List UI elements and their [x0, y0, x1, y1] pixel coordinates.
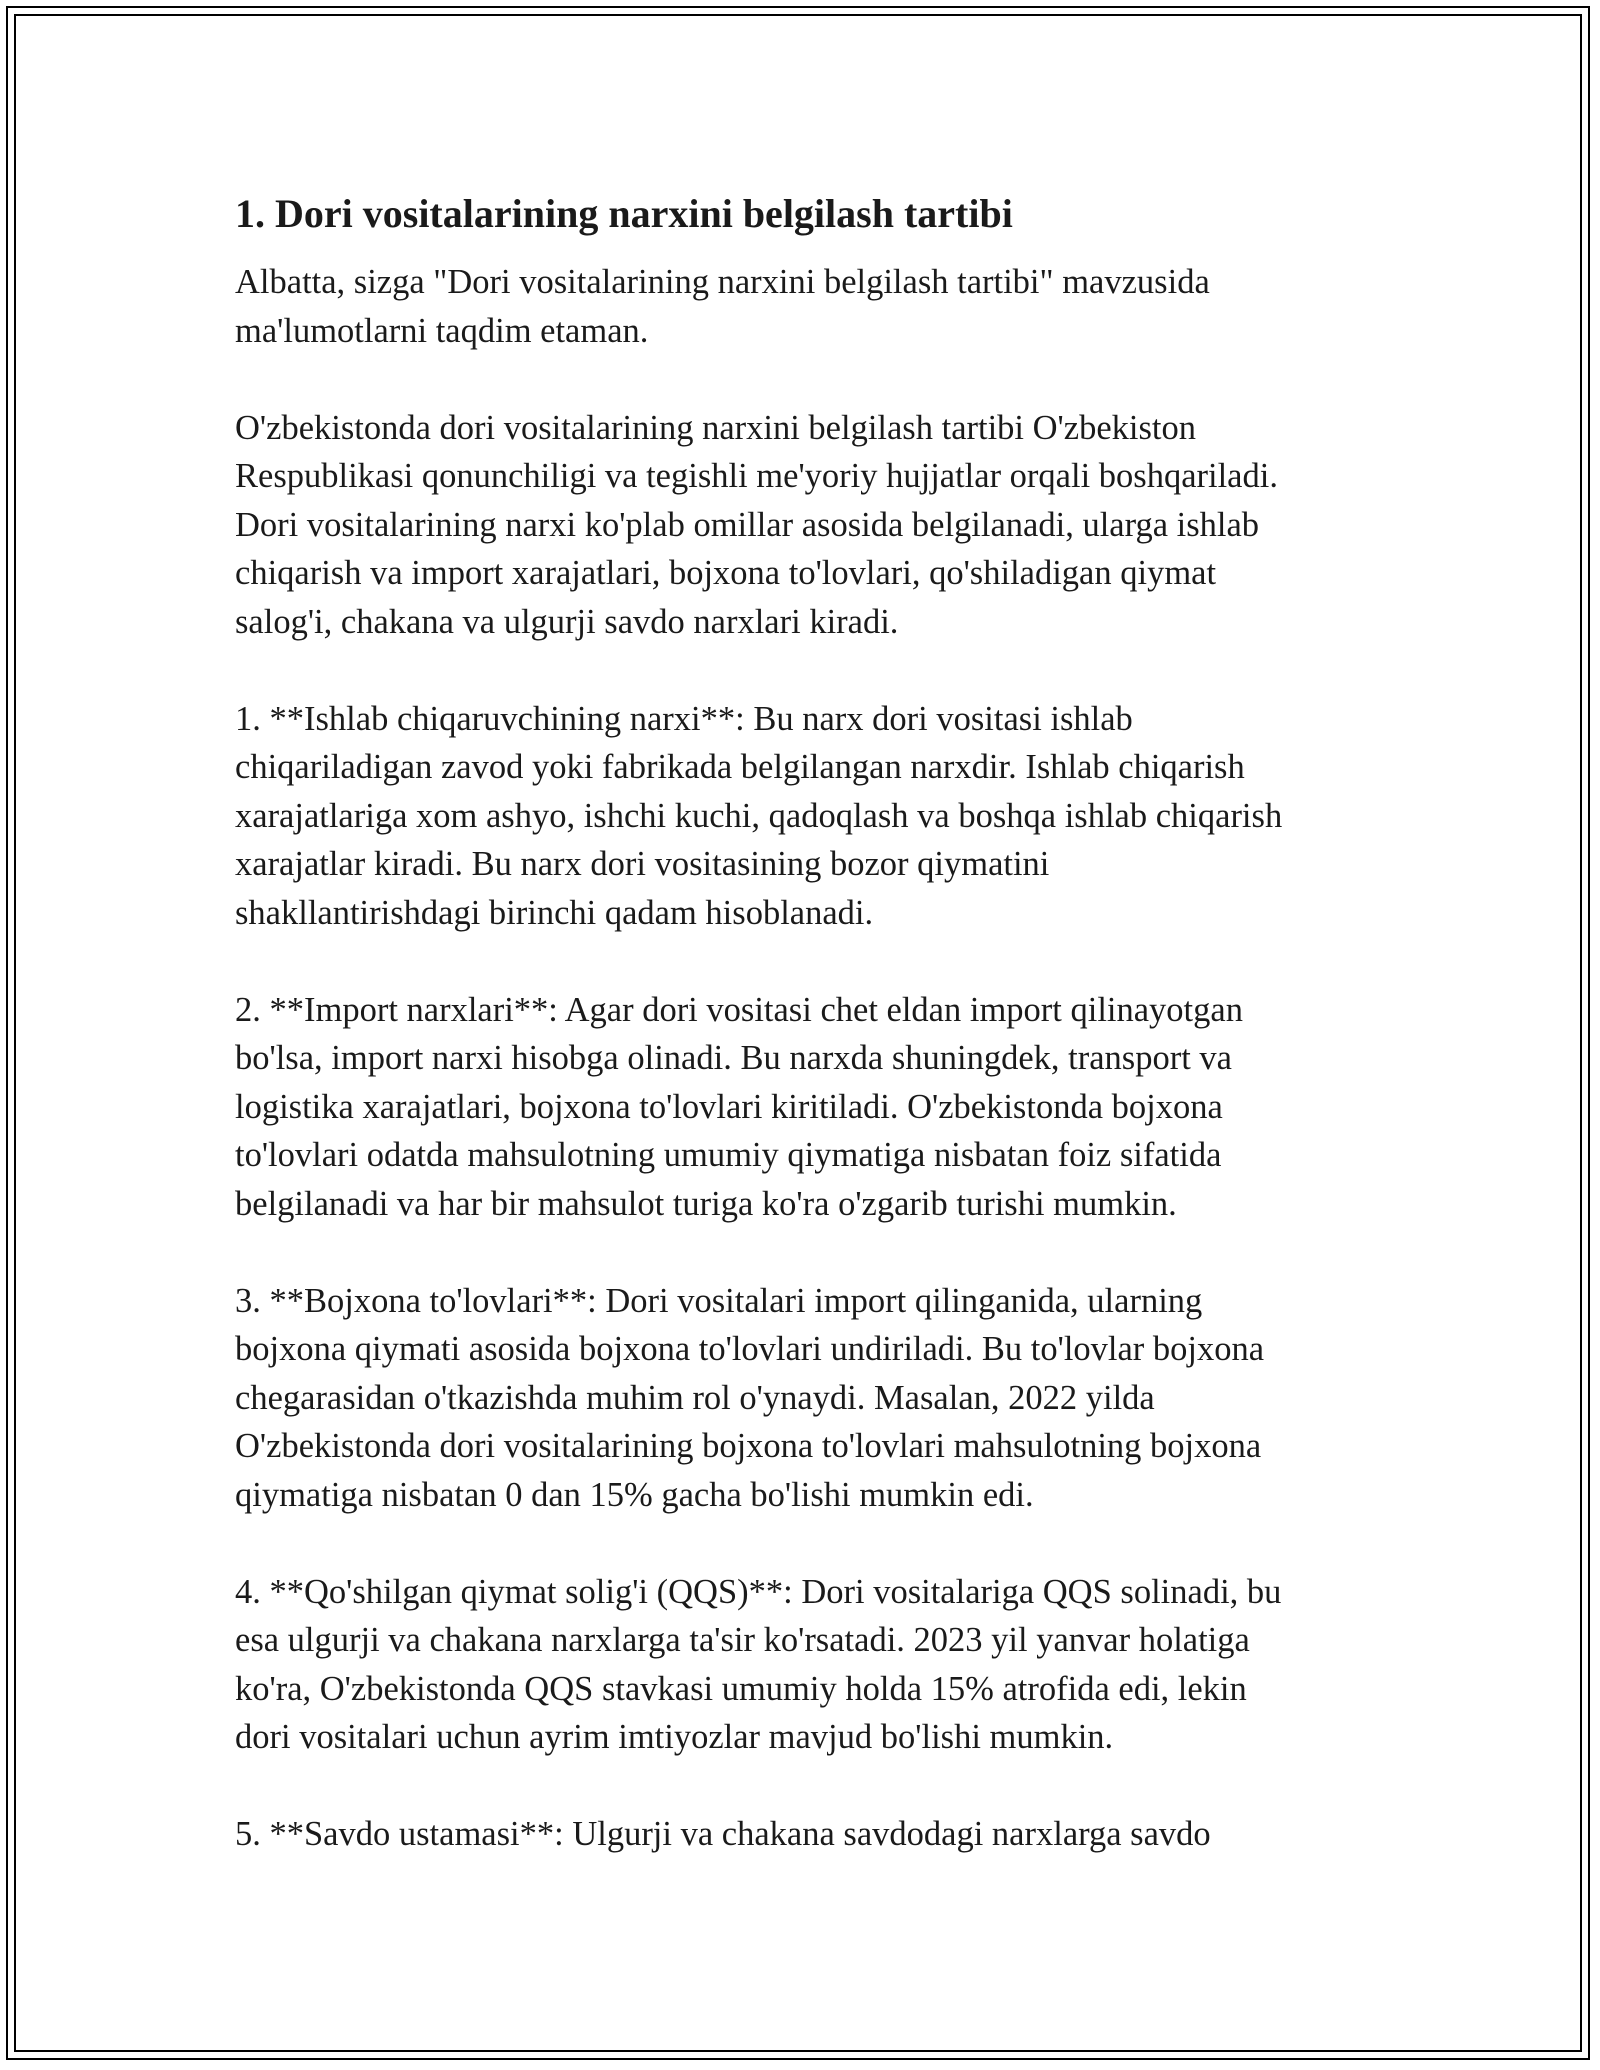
document-body	[235, 188, 1365, 1907]
paragraph-overview: O'zbekistonda dori vositalarining narxini belgilash tartibi O'zbekiston Respublikasi qonunchiligi va tegishli me'yoriy hujjatlar orqali boshqariladi. Dori vositalarining narxi ko'plab omillar asosida belgilanadi, ularga ishlab chiqarish va import xarajatlari, bojxona to'lovlari, qo'shiladigan qiymat salog'i, chakana va ulgurji savdo narxlari kiradi.	[235, 408, 1278, 641]
paragraph-item-2: 2. **Import narxlari**: Agar dori vositasi chet eldan import qilinayotgan bo'lsa, import narxi hisobga olinadi. Bu narxda shuningdek, transport va logistika xarajatlari, bojxona to'lovlari kiritiladi. O'zbekistonda bojxona to'lovlari odatda mahsulotning umumiy qiymatiga nisbatan foiz sifatida belgilanadi va har bir mahsulot turiga ko'ra o'zgarib turishi mumkin.	[235, 990, 1243, 1223]
paragraph-item-3: 3. **Bojxona to'lovlari**: Dori vositalari import qilinganida, ularning bojxona qiymati asosida bojxona to'lovlari undiriladi. Bu to'lovlar bojxona chegarasidan o'tkazishda muhim rol o'ynaydi. Masalan, 2022 yilda O'zbekistonda dori vositalarining bojxona to'lovlari mahsulotning bojxona qiymatiga nisbatan 0 dan 15% gacha bo'lishi mumkin edi.	[235, 1281, 1265, 1514]
paragraph-item-4: 4. **Qo'shilgan qiymat solig'i (QQS)**: Dori vositalariga QQS solinadi, bu esa ulgurji va chakana narxlarga ta'sir ko'rsatadi. 2023 yil yanvar holatiga ko'ra, O'zbekistonda QQS stavkasi umumiy holda 15% atrofida edi, lekin dori vositalari uchun ayrim imtiyozlar mavjud bo'lishi mumkin.	[235, 1572, 1282, 1756]
paragraph-item-1: 1. **Ishlab chiqaruvchining narxi**: Bu narx dori vositasi ishlab chiqariladigan zavod yoki fabrikada belgilangan narxdir. Ishlab chiqarish xarajatlariga xom ashyo, ishchi kuchi, qadoqlash va boshqa ishlab chiqarish xarajatlar kiradi. Bu narx dori vositasining bozor qiymatini shakllantirishdagi birinchi qadam hisoblanadi.	[235, 699, 1283, 932]
document-title: 1. Dori vositalarining narxini belgilash tartibi	[235, 191, 1013, 236]
paragraph-intro: Albatta, sizga "Dori vositalarining narxini belgilash tartibi" mavzusida ma'lumotlarni taqdim etaman.	[235, 263, 1210, 350]
paragraph-item-5: 5. **Savdo ustamasi**: Ulgurji va chakana savdodagi narxlarga savdo	[235, 1815, 1211, 1853]
